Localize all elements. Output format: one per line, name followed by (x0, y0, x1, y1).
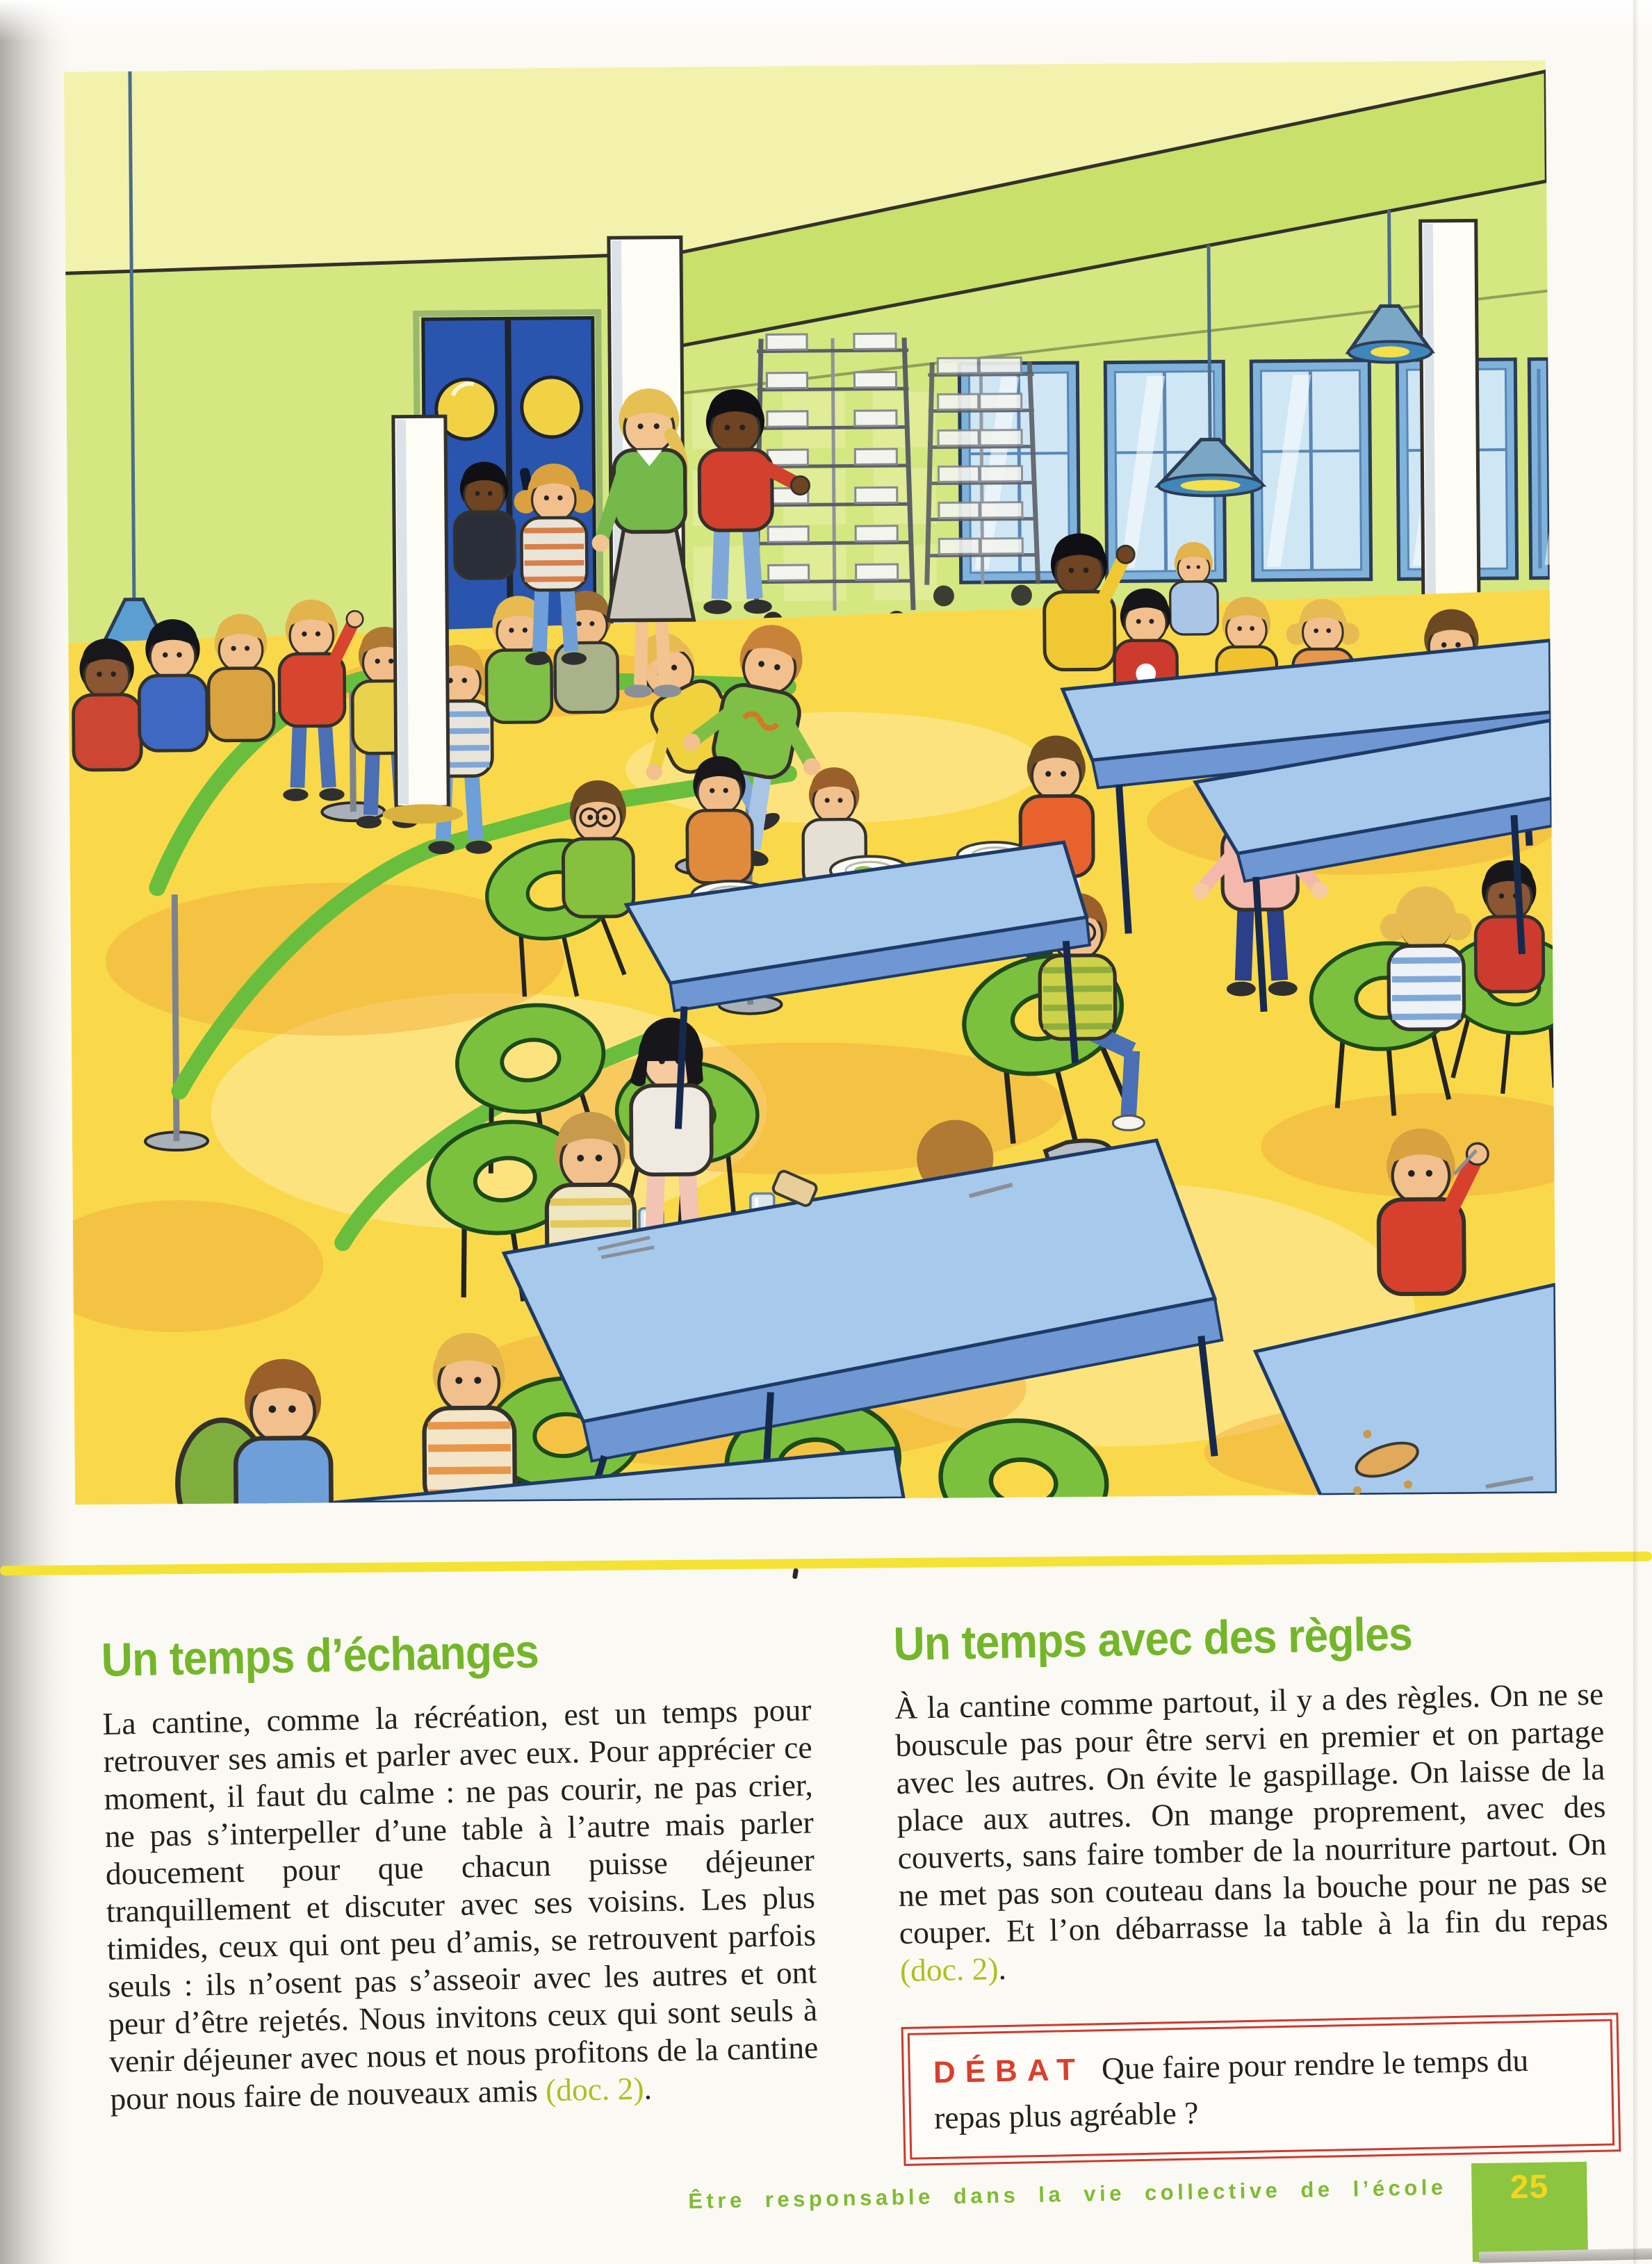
stray-ink-mark (792, 1568, 799, 1580)
yellow-divider-line (0, 1552, 1652, 1576)
debate-box (901, 2012, 1621, 2166)
scan-right-edge (1633, 0, 1639, 2264)
cafeteria-illustration (64, 60, 1557, 1505)
column-left (101, 1621, 821, 2182)
scan-top-highlight (0, 0, 1652, 42)
doc-ref-link-right: (doc. 2) (899, 1951, 999, 1989)
paragraph-left-period: . (643, 2070, 653, 2106)
section-heading-right: Un temps avec des règles (892, 1607, 1413, 1671)
paragraph-right-period: . (997, 1950, 1007, 1987)
page-number: 25 (1510, 2168, 1549, 2206)
scan-left-shadow (0, 0, 68, 2264)
column-right (893, 1605, 1613, 2166)
paragraph-right (894, 1675, 1609, 1990)
paragraph-left-text: La cantine, comme la récréation, est un temps pour retrouver ses amis et parler avec eux. Pour apprécier ce moment, il faut du calme : ne pas courir, ne pas crier, ne pas s’interpeller d’une table à l’autre mais parler doucement pour que chacun puisse déjeuner tranquillement et discuter avec ses voisins. Les plus timides, ceux qui ont peu d’amis, se retrouvent parfois seuls : ils n’osent pas s’asseoir avec les autres et ont peur d’être rejetés. Nous invitons ceux qui sont seuls à venir déjeuner avec nous et nous profitons de la cantine pour nous faire de nouveaux amis (102, 1691, 819, 2117)
debate-label: DÉBAT (933, 2052, 1086, 2090)
doc-ref-link-left: (doc. 2) (545, 2070, 644, 2108)
paragraph-right-text: À la cantine comme partout, il y a des règles. On ne se bouscule pas pour être servi en premier et on partage avec les autres. On évite le gaspillage. On laisse de la place aux autres. On mange proprement, avec des couverts, sans faire tomber de la nourriture partout. On ne met pas son couteau dans la bouche pour ne pas se couper. Et l’on débarrasse la table à la fin du repas (894, 1675, 1609, 1951)
text-columns (101, 1605, 1612, 2182)
chapter-footer: Être responsable dans la vie collective de l’école (688, 2174, 1447, 2213)
section-heading-left: Un temps d’échanges (100, 1625, 539, 1687)
page-number-box (1471, 2162, 1588, 2262)
paragraph-left (102, 1691, 819, 2118)
debate-question: Que faire pour rendre le temps du repas plus agréable ? (933, 2042, 1529, 2136)
